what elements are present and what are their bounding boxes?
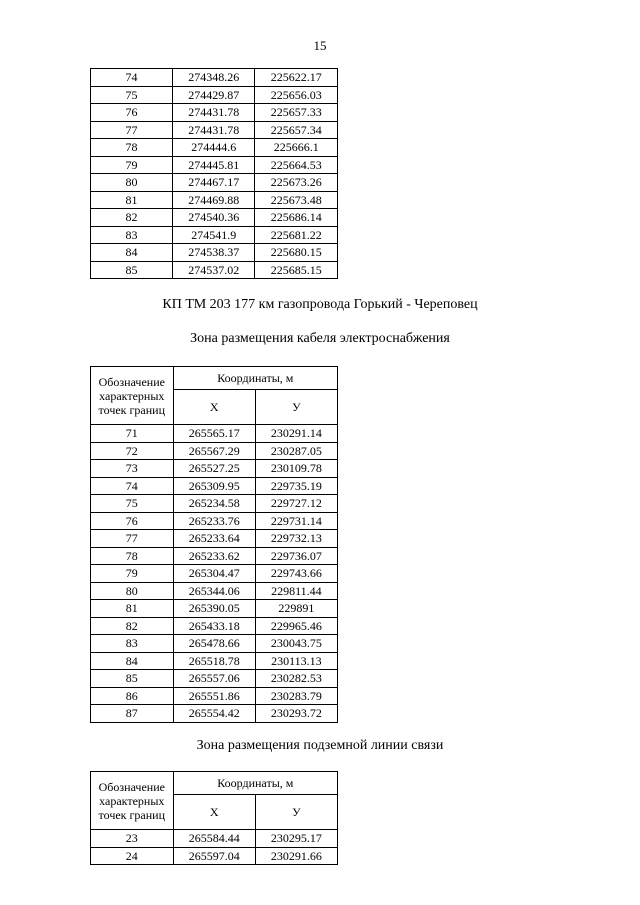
x-coordinate-cell: 265597.04 <box>173 847 255 865</box>
x-coordinate-cell: 274540.36 <box>172 209 255 227</box>
y-coordinate-cell: 225664.53 <box>255 156 338 174</box>
point-number-cell: 76 <box>91 512 174 530</box>
x-coordinate-cell: 265309.95 <box>173 477 255 495</box>
table-row <box>91 670 338 688</box>
y-coordinate-cell: 225666.1 <box>255 139 338 157</box>
x-coordinate-cell: 274348.26 <box>172 69 255 87</box>
x-coordinate-cell: 265344.06 <box>173 582 255 600</box>
table-row <box>91 226 338 244</box>
coordinates-table-power-cable <box>90 366 338 723</box>
table-row <box>91 847 338 865</box>
point-number-cell: 80 <box>91 174 173 192</box>
point-number-cell: 86 <box>91 687 174 705</box>
y-coordinate-cell: 230109.78 <box>255 460 337 478</box>
y-coordinate-cell: 230283.79 <box>255 687 337 705</box>
y-coordinate-cell: 230282.53 <box>255 670 337 688</box>
table-row <box>91 244 338 262</box>
x-coordinate-cell: 274469.88 <box>172 191 255 209</box>
table-row <box>91 261 338 279</box>
y-coordinate-cell: 229743.66 <box>255 565 337 583</box>
table-row <box>91 582 338 600</box>
y-coordinate-cell: 225656.03 <box>255 86 338 104</box>
x-coordinate-cell: 265551.86 <box>173 687 255 705</box>
x-coordinate-cell: 274431.78 <box>172 121 255 139</box>
y-coordinate-cell: 230291.66 <box>255 847 337 865</box>
table-row <box>91 460 338 478</box>
table-row <box>91 687 338 705</box>
table-row <box>91 617 338 635</box>
table-row <box>91 565 338 583</box>
header-coordinates: Координаты, м <box>173 367 337 390</box>
x-coordinate-cell: 265554.42 <box>173 705 255 723</box>
point-number-cell: 83 <box>91 635 174 653</box>
point-number-cell: 71 <box>91 425 174 443</box>
header-y: У <box>255 390 337 425</box>
x-coordinate-cell: 265234.58 <box>173 495 255 513</box>
x-coordinate-cell: 265390.05 <box>173 600 255 618</box>
table-row <box>91 600 338 618</box>
point-number-cell: 83 <box>91 226 173 244</box>
table-row <box>91 156 338 174</box>
point-number-cell: 23 <box>91 830 174 848</box>
point-number-cell: 82 <box>91 209 173 227</box>
y-coordinate-cell: 225673.48 <box>255 191 338 209</box>
point-number-cell: 74 <box>91 477 174 495</box>
point-number-cell: 82 <box>91 617 174 635</box>
point-number-cell: 84 <box>91 244 173 262</box>
zone-heading-power-cable: Зона размещения кабеля электроснабжения <box>190 331 450 346</box>
coordinates-table-continued <box>90 68 338 279</box>
y-coordinate-cell: 229736.07 <box>255 547 337 565</box>
x-coordinate-cell: 265478.66 <box>173 635 255 653</box>
point-number-cell: 75 <box>91 86 173 104</box>
x-coordinate-cell: 265433.18 <box>173 617 255 635</box>
table-row <box>91 425 338 443</box>
y-coordinate-cell: 230043.75 <box>255 635 337 653</box>
point-number-cell: 79 <box>91 156 173 174</box>
x-coordinate-cell: 265233.64 <box>173 530 255 548</box>
table-row <box>91 104 338 122</box>
point-number-cell: 81 <box>91 600 174 618</box>
x-coordinate-cell: 265584.44 <box>173 830 255 848</box>
y-coordinate-cell: 229891 <box>255 600 337 618</box>
point-number-cell: 85 <box>91 670 174 688</box>
x-coordinate-cell: 274445.81 <box>172 156 255 174</box>
point-number-cell: 74 <box>91 69 173 87</box>
x-coordinate-cell: 274541.9 <box>172 226 255 244</box>
y-coordinate-cell: 225686.14 <box>255 209 338 227</box>
y-coordinate-cell: 230295.17 <box>255 830 337 848</box>
table-row <box>91 652 338 670</box>
table-row <box>91 705 338 723</box>
x-coordinate-cell: 265527.25 <box>173 460 255 478</box>
header-coordinates: Координаты, м <box>173 772 337 795</box>
x-coordinate-cell: 265233.62 <box>173 547 255 565</box>
section-heading: КП ТМ 203 177 км газопровода Горький - Череповец <box>162 297 478 312</box>
x-coordinate-cell: 274444.6 <box>172 139 255 157</box>
y-coordinate-cell: 225657.34 <box>255 121 338 139</box>
x-coordinate-cell: 265518.78 <box>173 652 255 670</box>
point-number-cell: 80 <box>91 582 174 600</box>
y-coordinate-cell: 229731.14 <box>255 512 337 530</box>
header-point-designation: Обозначение характерных точек границ <box>91 772 174 830</box>
x-coordinate-cell: 274467.17 <box>172 174 255 192</box>
x-coordinate-cell: 265565.17 <box>173 425 255 443</box>
header-x: X <box>173 390 255 425</box>
table-row <box>91 86 338 104</box>
table-row <box>91 830 338 848</box>
table-row <box>91 495 338 513</box>
y-coordinate-cell: 229811.44 <box>255 582 337 600</box>
y-coordinate-cell: 225680.15 <box>255 244 338 262</box>
table-row <box>91 69 338 87</box>
point-number-cell: 75 <box>91 495 174 513</box>
table-row <box>91 442 338 460</box>
table-row <box>91 191 338 209</box>
header-x: X <box>173 795 255 830</box>
y-coordinate-cell: 229965.46 <box>255 617 337 635</box>
point-number-cell: 79 <box>91 565 174 583</box>
point-number-cell: 78 <box>91 547 174 565</box>
table-row <box>91 209 338 227</box>
x-coordinate-cell: 274537.02 <box>172 261 255 279</box>
point-number-cell: 84 <box>91 652 174 670</box>
y-coordinate-cell: 225622.17 <box>255 69 338 87</box>
table-row <box>91 547 338 565</box>
point-number-cell: 73 <box>91 460 174 478</box>
point-number-cell: 76 <box>91 104 173 122</box>
table-row <box>91 174 338 192</box>
x-coordinate-cell: 274431.78 <box>172 104 255 122</box>
x-coordinate-cell: 265233.76 <box>173 512 255 530</box>
point-number-cell: 77 <box>91 121 173 139</box>
page-number: 15 <box>313 38 327 53</box>
point-number-cell: 87 <box>91 705 174 723</box>
header-y: У <box>255 795 337 830</box>
x-coordinate-cell: 265567.29 <box>173 442 255 460</box>
y-coordinate-cell: 229735.19 <box>255 477 337 495</box>
y-coordinate-cell: 230113.13 <box>255 652 337 670</box>
point-number-cell: 24 <box>91 847 174 865</box>
table-row <box>91 512 338 530</box>
y-coordinate-cell: 229732.13 <box>255 530 337 548</box>
point-number-cell: 78 <box>91 139 173 157</box>
table-row <box>91 477 338 495</box>
table-row <box>91 121 338 139</box>
coordinates-table-underground-line <box>90 771 338 865</box>
point-number-cell: 72 <box>91 442 174 460</box>
y-coordinate-cell: 230287.05 <box>255 442 337 460</box>
header-point-designation: Обозначение характерных точек границ <box>91 367 174 425</box>
x-coordinate-cell: 265557.06 <box>173 670 255 688</box>
x-coordinate-cell: 265304.47 <box>173 565 255 583</box>
point-number-cell: 85 <box>91 261 173 279</box>
x-coordinate-cell: 274429.87 <box>172 86 255 104</box>
y-coordinate-cell: 225657.33 <box>255 104 338 122</box>
y-coordinate-cell: 225685.15 <box>255 261 338 279</box>
y-coordinate-cell: 230291.14 <box>255 425 337 443</box>
x-coordinate-cell: 274538.37 <box>172 244 255 262</box>
table-row <box>91 530 338 548</box>
table-row <box>91 635 338 653</box>
zone-heading-underground-line: Зона размещения подземной линии связи <box>196 738 444 753</box>
point-number-cell: 81 <box>91 191 173 209</box>
y-coordinate-cell: 230293.72 <box>255 705 337 723</box>
y-coordinate-cell: 229727.12 <box>255 495 337 513</box>
y-coordinate-cell: 225681.22 <box>255 226 338 244</box>
point-number-cell: 77 <box>91 530 174 548</box>
table-row <box>91 139 338 157</box>
y-coordinate-cell: 225673.26 <box>255 174 338 192</box>
